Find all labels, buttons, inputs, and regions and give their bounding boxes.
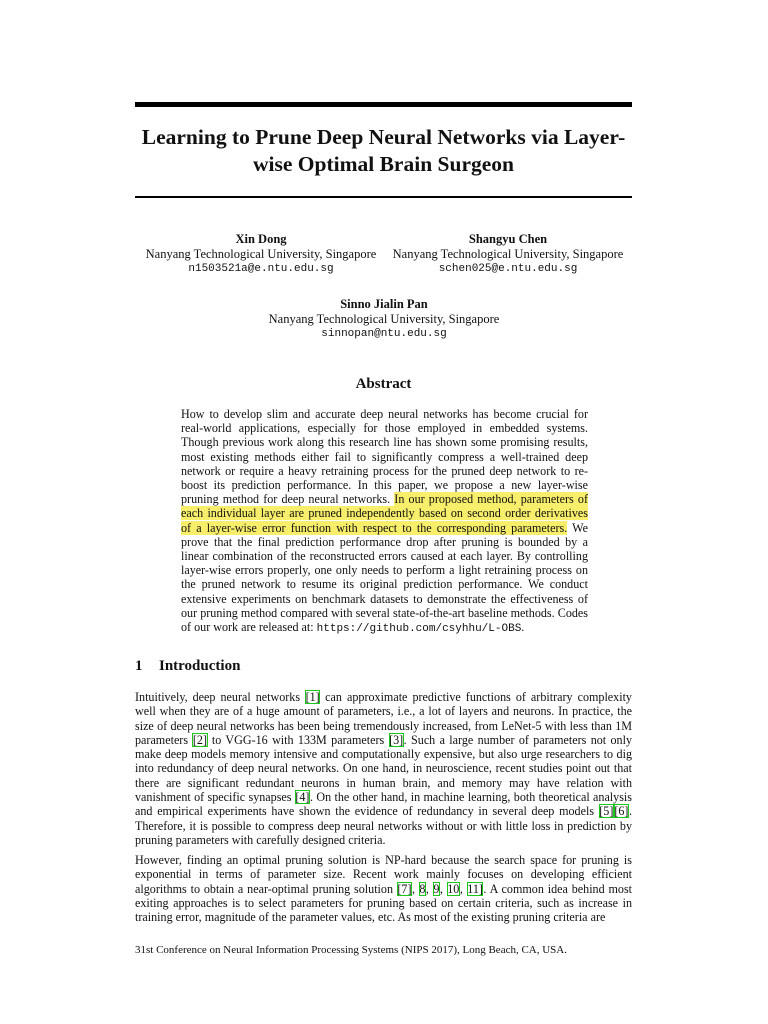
author-block-2 <box>388 232 628 277</box>
abstract-body <box>181 407 588 636</box>
citation-link[interactable]: [5] <box>599 804 614 819</box>
citation-link[interactable]: [7] <box>397 881 412 896</box>
abstract-heading: Abstract <box>355 376 412 392</box>
title-bottom-rule <box>135 196 632 198</box>
paragraph-text: can approximate predictive functions of arbitrary complexity well when they are of a huge amount of parameters, i.e., a lot of layers and neurons. In practice, the size of deep neural networks has been being tremendously increased, from LeNet-5 with less than 1M parameters <box>135 690 632 747</box>
section-heading <box>135 658 240 675</box>
code-link[interactable]: https://github.com/csyhhu/L-OBS <box>316 623 522 636</box>
abstract-highlight[interactable]: In our proposed method, parameters of each individual layer are pruned independently based on second order derivatives of a layer-wise error function with respect to the corresponding parameters. <box>181 492 588 535</box>
abstract-end: . <box>521 620 525 635</box>
paragraph-text: . A common idea behind most exiting approaches is to select parameters for pruning based on certain criteria, such as increase in training error, magnitude of the parameter values, etc. As most of the existing pruning criteria are <box>135 881 633 925</box>
author-email[interactable]: n1503521a@e.ntu.edu.sg <box>188 263 334 275</box>
author-block-1 <box>140 232 382 277</box>
citation-link[interactable]: 9 <box>433 881 440 896</box>
citation-link[interactable]: [1] <box>305 690 320 704</box>
citation-link[interactable]: [6] <box>614 804 629 819</box>
citation-link[interactable]: [4] <box>295 790 310 805</box>
abstract-text: How to develop slim and accurate deep neural networks has become crucial for real-world applications, especially for those employed in embedded systems. Though previous work along this research line has shown some promising results, most existing methods either fail to significantly compress a well-trained deep network or require a heavy retraining process for the pruned deep network to re-boost its prediction performance. In this paper, we propose a new layer-wise pruning method for deep neural networks. <box>181 407 588 507</box>
citation-link[interactable]: [2] <box>192 732 208 747</box>
section-number: 1 <box>135 658 143 674</box>
title-top-rule <box>135 102 632 107</box>
intro-paragraph-2: However, finding an optimal pruning solution is NP-hard because the search space for pruning is exponential in terms of parameter size. Recent work mainly focuses on developing efficient algorithms to obtain a near-optimal pruning solution [7], 8, 9, 10, 11]. A common idea behind most exiting approaches is to select parameters for pruning based on certain criteria, such as increase in training error, magnitude of the parameter values, etc. As most of the existing pruning criteria are <box>135 853 633 925</box>
author-affiliation: Nanyang Technological University, Singapore <box>145 247 377 261</box>
paragraph-text: . Such a large number of parameters not only make deep models memory intensive and computationally expensive, but also urge researchers to dig into redundancy of deep neural networks. On one hand, in neuroscience, recent studies point out that there are significant redundant neurons in human brain, and memory may have relation with vanishment of specific synapses <box>135 732 632 805</box>
author-email[interactable]: sinnopan@ntu.edu.sg <box>321 328 447 340</box>
author-block-3 <box>234 297 534 342</box>
citation-link[interactable]: 8 <box>419 881 426 896</box>
author-name: Shangyu Chen <box>468 232 548 246</box>
author-name: Xin Dong <box>235 232 287 246</box>
author-affiliation: Nanyang Technological University, Singapore <box>268 312 500 326</box>
paragraph-text: . On the other hand, in machine learning, both theoretical analysis and empirical experiments have shown the evidence of redundancy in several deep models <box>135 790 632 819</box>
paragraph-text: Intuitively, deep neural networks <box>135 690 306 704</box>
paper-title: Learning to Prune Deep Neural Networks via Layer-wise Optimal Brain Surgeon <box>141 125 626 176</box>
citation-link[interactable]: 10 <box>447 881 460 896</box>
author-name: Sinno Jialin Pan <box>340 297 428 311</box>
author-email[interactable]: schen025@e.ntu.edu.sg <box>438 263 578 275</box>
paragraph-text: . Therefore, it is possible to compress deep neural networks without or with little loss in prediction by pruning parameters with carefully designed criteria. <box>135 804 632 847</box>
abstract-text: We prove that the final prediction performance drop after pruning is bounded by a linear combination of the reconstructed errors caused at each layer. By controlling layer-wise errors properly, one only needs to perform a light retraining process on the pruned network to resume its original prediction performance. We conduct extensive experiments on benchmark datasets to demonstrate the effectiveness of our pruning method compared with several state-of-the-art baseline methods. Codes of our work are released at: <box>181 520 588 635</box>
intro-paragraph-1 <box>135 690 632 847</box>
paragraph-text: However, finding an optimal pruning solution is NP-hard because the search space for pruning is exponential in terms of parameter size. Recent work mainly focuses on developing efficient algorithms to obtain a near-optimal pruning solution <box>135 853 632 896</box>
author-affiliation: Nanyang Technological University, Singapore <box>392 247 624 261</box>
paragraph-text: to VGG-16 with 133M parameters <box>207 732 389 747</box>
section-title: Introduction <box>159 658 241 674</box>
footer-note: 31st Conference on Neural Information Processing Systems (NIPS 2017), Long Beach, CA, USA. <box>135 944 567 956</box>
citation-link[interactable]: [3] <box>389 732 404 747</box>
citation-link[interactable]: 11] <box>467 881 483 896</box>
